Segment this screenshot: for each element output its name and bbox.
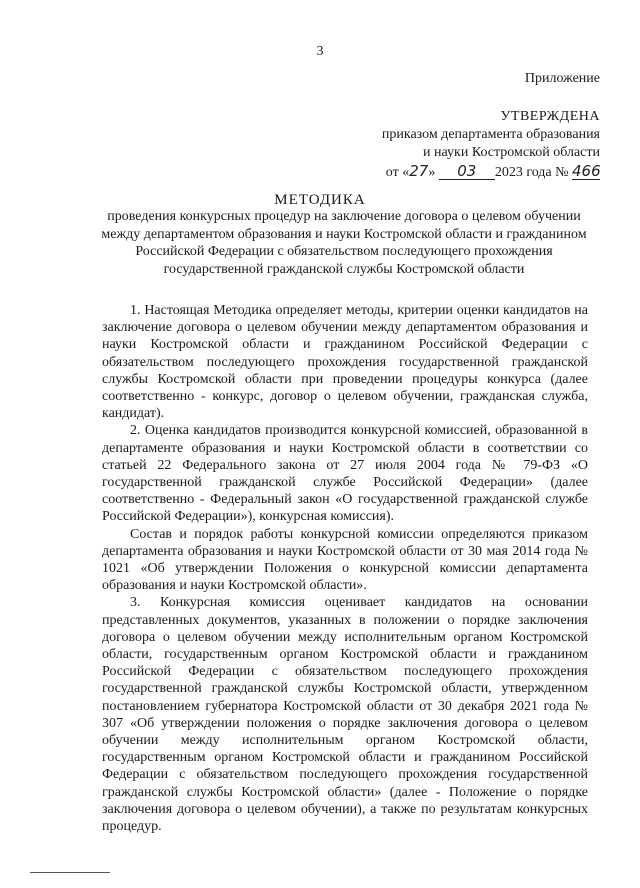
paragraph: 2. Оценка кандидатов производится конкурсной комиссией, образованной в департаменте образования и науки Костромской области в соответствии со статьей 22 Федерального закона от 27 июля 2004 года № 79-ФЗ «О государственной гражданской службе Российской Федерации» (далее соответственно - Федеральный закон «О государственной гражданской службе Российской Федерации»), конкурсная комиссия). — [102, 423, 588, 525]
paragraph: Состав и порядок работы конкурсной комиссии определяются приказом департамента образования и науки Костромской области от 30 мая 2014 года № 1021 «Об утверждении Положения о конкурсной комиссии департамента образования и науки Костромской области». — [102, 526, 588, 594]
paragraph: 1. Настоящая Методика определяет методы, критерии оценки кандидатов на заключение договора о целевом обучении между департаментом образования и науки Костромской области и гражданином Российской Федерации с обязательством последующего прохождения государственной гражданской службы Костромской области при проведении процедуры конкурса (далее соответственно - конкурс, договор о целевом обучении, гражданская служба, кандидат). — [102, 303, 588, 422]
date-year: 2023 года № — [494, 165, 569, 180]
approved-label: УТВЕРЖДЕНА — [500, 109, 600, 124]
appendix-label: Приложение — [524, 71, 600, 86]
document-subtitle: проведения конкурсных процедур на заключение договора о целевом обучении между департаментом образования и науки Костромской области и гражданином Российской Федерации с обязательством последующего прохождения государственной гражданской службы Костромской области — [101, 209, 587, 277]
order-date-line — [382, 162, 600, 182]
date-prefix: от « — [385, 165, 410, 180]
document-title: МЕТОДИКА — [274, 192, 366, 208]
order-number: 466 — [572, 162, 601, 180]
order-line-1: приказом департамента образования — [381, 127, 600, 142]
approval-block — [382, 70, 600, 182]
date-month: 03 — [439, 163, 495, 180]
date-mid: » — [428, 165, 436, 180]
document-body — [102, 302, 588, 835]
footnote-divider — [30, 872, 110, 873]
date-day: 27 — [409, 162, 429, 180]
page-number: 3 — [316, 44, 324, 59]
paragraph: 3. Конкурсная комиссия оценивает кандидатов на основании представленных документов, указанных в положении о порядке заключения договора о целевом обучении между исполнительным органом Костромской области, государственным органом Костромской области и гражданином Российской Федерации с обязательством последующего прохождения государственной гражданской службы Костромской области, утвержденном постановлением губернатора Костромской области от 30 декабря 2021 года № 307 «Об утверждении положения о порядке заключения договора о целевом обучении между исполнительным органом Костромской области, государственным органом Костромской области и гражданином Российской Федерации с обязательством последующего прохождения государственной гражданской службы Костромской области» (далее - Положение о порядке заключения договора о целевом обучении), а также по результатам конкурсных процедур. — [102, 595, 588, 835]
order-line-2: и науки Костромской области — [423, 145, 600, 160]
